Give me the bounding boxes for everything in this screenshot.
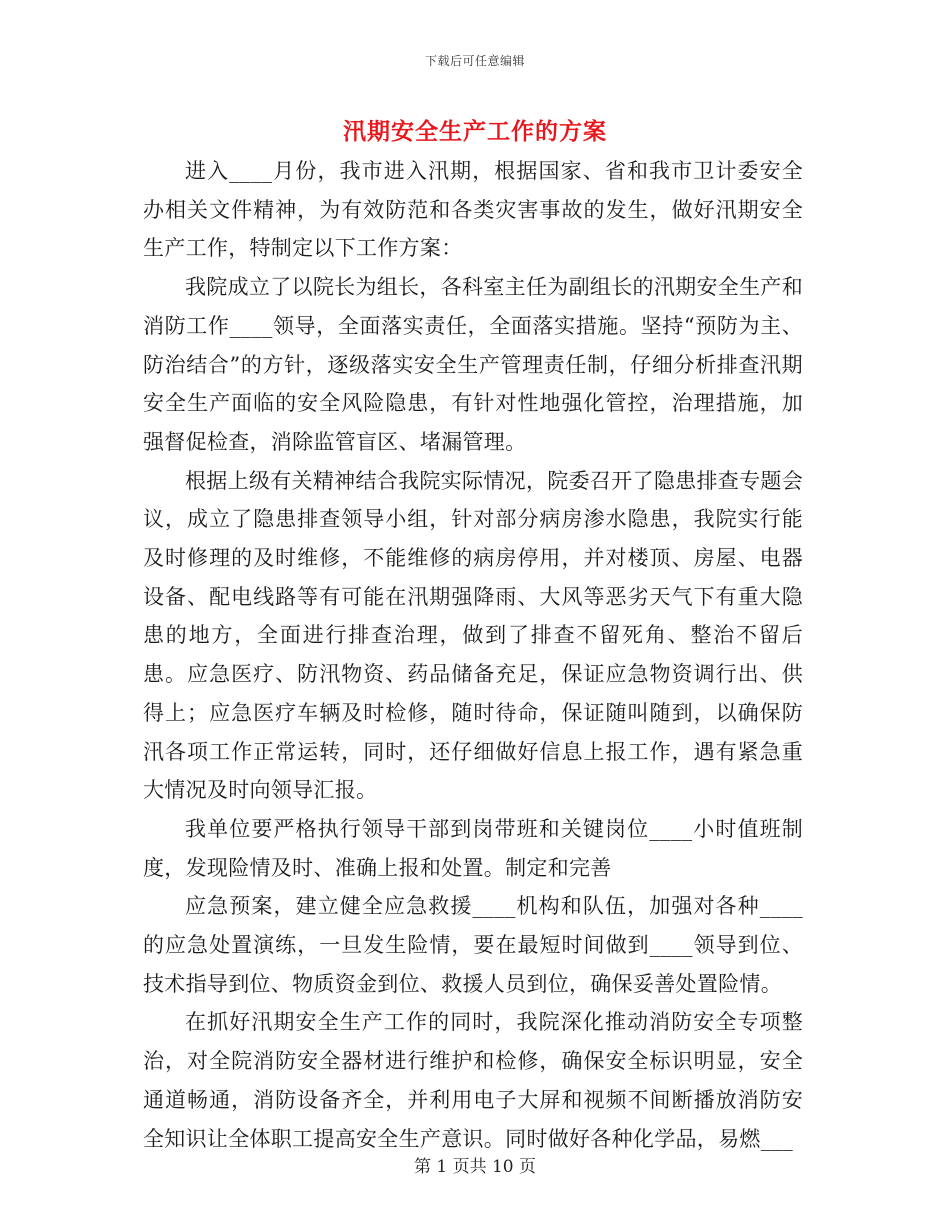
paragraph-leadership: 我院成立了以院长为组长，各科室主任为副组长的汛期安全生产和消防工作____领导，全面落实责任，全面落实措施。坚持“预防为主、防治结合”的方针，逐级落实安全生产管理责任制，仔细分析排查汛期安全生产面临的安全风险隐患，有针对性地强化管控，治理措施，加强督促检查，消除监管盲区、堵漏管理。 — [143, 275, 803, 454]
paragraph-emergency-plan: 应急预案，建立健全应急救援____机构和队伍，加强对各种____的应急处置演练，一旦发生险情，要在最短时间做到____领导到位、技术指导到位、物质资金到位、救援人员到位，确保妥善处置险情。 — [143, 894, 803, 996]
paragraph-intro: 进入____月份，我市进入汛期，根据国家、省和我市卫计委安全办相关文件精神，为有效防范和各类灾害事故的发生，做好汛期安全生产工作，特制定以下工作方案： — [143, 159, 803, 261]
document-body — [143, 152, 803, 1158]
page-number-footer: 第 1 页共 10 页 — [413, 1157, 537, 1177]
document-title: 汛期安全生产工作的方案 — [343, 118, 607, 145]
paragraph-duty-system: 我单位要严格执行领导干部到岗带班和关键岗位____小时值班制度，发现险情及时、准确上报和处置。制定和完善 — [143, 816, 803, 880]
page-header-note: 下载后可任意编辑 — [424, 54, 525, 68]
paragraph-fire-safety: 在抓好汛期安全生产工作的同时，我院深化推动消防安全专项整治，对全院消防安全器材进行维护和检修，确保安全标识明显，安全通道畅通，消防设备齐全，并利用电子大屏和视频不间断播放消防安全知识让全体职工提高安全生产意识。同时做好各种化学品，易燃___ — [143, 1010, 803, 1151]
paragraph-hazard-inspection: 根据上级有关精神结合我院实际情况，院委召开了隐患排查专题会议，成立了隐患排查领导小组，针对部分病房渗水隐患，我院实行能及时修理的及时维修，不能维修的病房停用，并对楼顶、房屋、电器设备、配电线路等有可能在汛期强降雨、大风等恶劣天气下有重大隐患的地方，全面进行排查治理，做到了排查不留死角、整治不留后患。应急医疗、防汛物资、药品储备充足，保证应急物资调行出、供得上；应急医疗车辆及时检修，随时待命，保证随叫随到，以确保防汛各项工作正常运转，同时，还仔细做好信息上报工作，遇有紧急重大情况及时向领导汇报。 — [143, 468, 803, 803]
